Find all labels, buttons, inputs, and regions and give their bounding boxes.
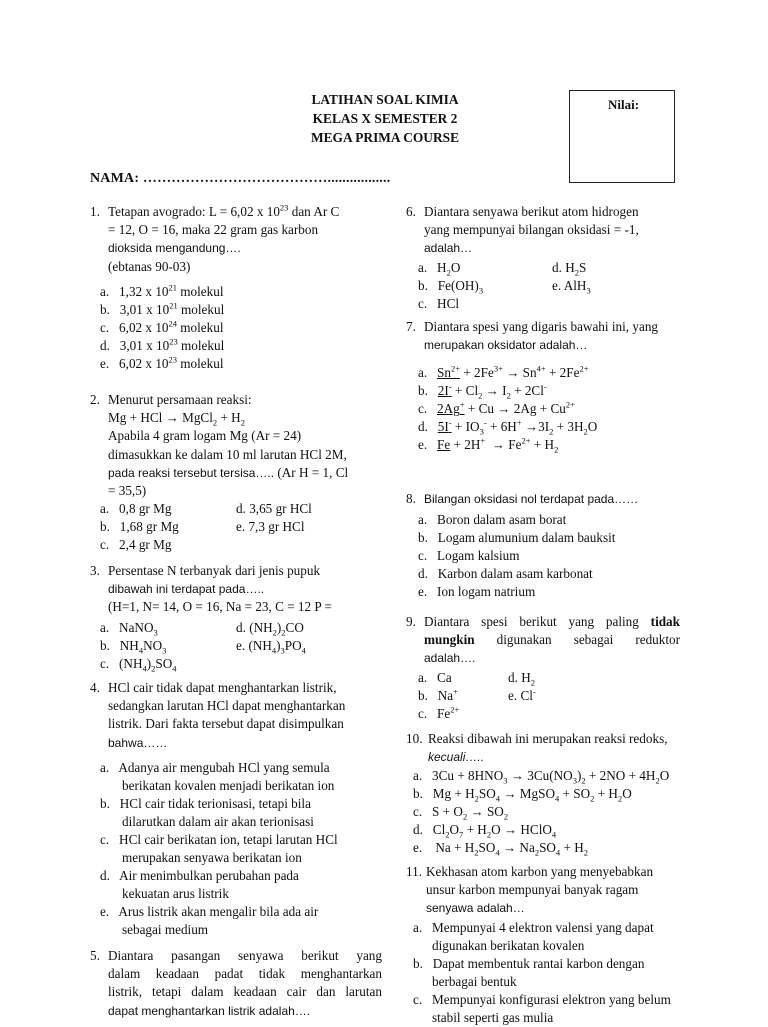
question-number: 7. <box>406 319 416 334</box>
title-line-1: LATIHAN SOAL KIMIA <box>311 92 459 107</box>
option-e: e. $(NH_4)_3PO_4$ <box>236 638 306 656</box>
option-d: d. $5I^- + IO_3^- + 6H^+ \to 3I_2 + 3H_2O$ <box>418 417 598 437</box>
question-number: 11. <box>406 864 422 879</box>
option-c: c. Mempunyai konfigurasi elektron yang belum stabil seperti gas mulia <box>413 992 671 1025</box>
option-c: c. $S + O_2 \to SO_2$ <box>413 804 509 822</box>
question-6 <box>406 203 696 313</box>
question-text: Diantara senyawa berikut atom hidrogen yang mempunyai bilangan oksidasi = -1, adalah… <box>424 204 639 256</box>
option-a: a. Ca <box>418 670 452 685</box>
option-c: c. Logam kalsium <box>418 548 520 563</box>
option-c: c. HCl <box>418 296 460 311</box>
option-c: c. 6,02 x $10^{24}$ molekul <box>100 318 224 335</box>
question-text: Bilangan oksidasi nol terdapat pada…… <box>424 492 639 506</box>
option-b: b. Dapat membentuk rantai karbon dengan berbagai bentuk <box>413 956 645 989</box>
score-label: Nilai: <box>608 97 640 112</box>
question-text: Diantara spesi berikut yang paling tidak mungkin digunakan sebagai reduktor adalah…. <box>424 614 680 666</box>
score-box <box>569 90 675 183</box>
question-text: Diantara spesi yang digaris bawahi ini, yang merupakan oksidator adalah… <box>424 319 659 353</box>
option-a: a. Adanya air mengubah HCl yang semula berikatan kovalen menjadi berikatan ion <box>100 760 335 793</box>
option-d: d. $Cl_2O_7 + H_2O$ → HClO$_4$ <box>413 822 557 840</box>
option-b: b. $NH_4NO_3$ <box>100 638 167 656</box>
option-d: d. $H_2S$ <box>552 260 587 278</box>
worksheet-title <box>250 90 520 147</box>
option-d: d. Air menimbulkan perubahan pada kekuatan arus listrik <box>100 868 299 901</box>
question-number: 8. <box>406 491 416 506</box>
question-text: HCl cair tidak dapat menghantarkan listrik, sedangkan larutan HCl dapat menghantarkan listrik. Dari fakta tersebut dapat disimpulkan bahwa…… <box>108 680 346 750</box>
question-number: 1. <box>90 204 100 219</box>
option-b: b. 3,01 x $10^{21}$ molekul <box>100 300 225 317</box>
question-number: 9. <box>406 614 416 629</box>
title-line-3: MEGA PRIMA COURSE <box>310 130 460 145</box>
option-c: c. HCl cair berikatan ion, tetapi larutan HCl merupakan senyawa berikatan ion <box>100 832 338 865</box>
option-d: d. Karbon dalam asam karbonat <box>418 566 593 581</box>
option-d: d. 3,01 x $10^{23}$ molekul <box>100 336 225 353</box>
option-a: a. 1,32 x $10^{21}$ molekul <box>100 282 224 299</box>
option-e: e. 6,02 x $10^{23}$ molekul <box>100 354 224 371</box>
option-a: a. Boron dalam asam borat <box>418 512 567 527</box>
question-5 <box>90 947 390 1023</box>
option-b: b. Na+ <box>418 686 458 703</box>
question-text: Persentase N terbanyak dari jenis pupuk dibawah ini terdapat pada….. (H=1, N= 14, O = 16, Na = 23, C = 12 P = <box>108 563 332 615</box>
option-e: e. Ion logam natrium <box>418 584 536 599</box>
question-9 <box>406 613 686 725</box>
question-number: 5. <box>90 948 100 963</box>
option-b: b. $Mg + H_2SO_4$ → MgSO$_4$ + $SO_2 + H_2O$ <box>413 786 632 804</box>
question-number: 3. <box>90 563 100 578</box>
option-b: b. 1,68 gr Mg <box>100 519 179 534</box>
question-text: Reaksi dibawah ini merupakan reaksi redoks, kecuali….. <box>428 731 668 765</box>
option-c: c. $2Ag^+ + Cu \to 2Ag + Cu^{2+}$ <box>418 399 575 416</box>
question-11 <box>406 863 706 1023</box>
option-c: c. $(NH_4)_2SO_4$ <box>100 656 177 674</box>
option-a: a. $3Cu + 8HNO_3 \to 3Cu(NO_3)_2 + 2NO + 4H_2O$ <box>413 768 670 786</box>
question-7 <box>406 318 706 458</box>
option-e: e. Cl- <box>508 686 536 703</box>
question-text: Diantara pasangan senyawa berikut yang dalam keadaan padat tidak menghantarkan listrik, tetapi dalam keadaan cair dan larutan dapat menghantarkan listrik adalah…. <box>108 948 382 1018</box>
option-a: a. NaNO$_3$ <box>100 620 158 638</box>
question-1 <box>90 203 390 383</box>
question-text: Tetapan avogrado: L = 6,02 x $10^{23}$ dan Ar C = 12, O = 16, maka 22 gram gas karbon dioksida mengandung…. (ebtanas 90-03) <box>108 202 340 274</box>
option-e: e. 7,3 gr HCl <box>236 519 305 534</box>
option-a: a. Mempunyai 4 elektron valensi yang dapat digunakan berikatan kovalen <box>413 920 654 953</box>
question-number: 4. <box>90 680 100 695</box>
option-e: e. $Fe + 2H^+ \to Fe^{2+} + H_2$ <box>418 435 559 455</box>
option-d: d. $H_2$ <box>508 670 535 688</box>
question-3 <box>90 562 390 674</box>
question-number: 6. <box>406 204 416 219</box>
option-e: e. $Na + H_2SO_4 \to Na_2SO_4 + H_2$ <box>413 840 588 858</box>
option-e: e. Arus listrik akan mengalir bila ada air sebagai medium <box>100 904 319 937</box>
option-a: a. $Sn^{2+} + 2Fe^{3+} \to Sn^{4+} + 2Fe^{2+}$ <box>418 363 589 380</box>
option-e: e. AlH$_3$ <box>552 278 591 296</box>
question-4 <box>90 679 390 941</box>
question-number: 10. <box>406 731 423 746</box>
question-8 <box>406 490 706 602</box>
question-number: 2. <box>90 392 100 407</box>
name-field: NAMA: …………………………………................. <box>90 171 391 186</box>
option-c: c. $Fe^{2+}$ <box>418 704 460 721</box>
option-d: d. 3,65 gr HCl <box>236 501 312 516</box>
question-text: Kekhasan atom karbon yang menyebabkan unsur karbon mempunyai banyak ragam senyawa adalah… <box>426 864 654 916</box>
question-10 <box>406 730 706 860</box>
question-2 <box>90 391 390 556</box>
option-d: d. $(NH_2)_2CO$ <box>236 620 304 638</box>
option-a: a. 0,8 gr Mg <box>100 501 172 516</box>
option-b: b. $Fe(OH)_3$ <box>418 278 484 296</box>
option-b: b. HCl cair tidak terionisasi, tetapi bila dilarutkan dalam air akan terionisasi <box>100 796 314 829</box>
option-b: b. $2I^- + Cl_2 \to I_2 + 2Cl^-$ <box>418 381 547 401</box>
question-text: Menurut persamaan reaksi: Mg + HCl → MgCl$_2$ + $H_2$ Apabila 4 gram logam Mg (Ar = 24) dimasukkan ke dalam 10 ml larutan HCl 2M, pada reaksi tersebut tersisa….. (Ar H = 1, Cl = 35,5) <box>108 392 349 499</box>
option-c: c. 2,4 gr Mg <box>100 537 172 552</box>
option-b: b. Logam alumunium dalam bauksit <box>418 530 616 545</box>
title-line-2: KELAS X SEMESTER 2 <box>312 111 458 126</box>
option-a: a. $H_2O$ <box>418 260 461 278</box>
